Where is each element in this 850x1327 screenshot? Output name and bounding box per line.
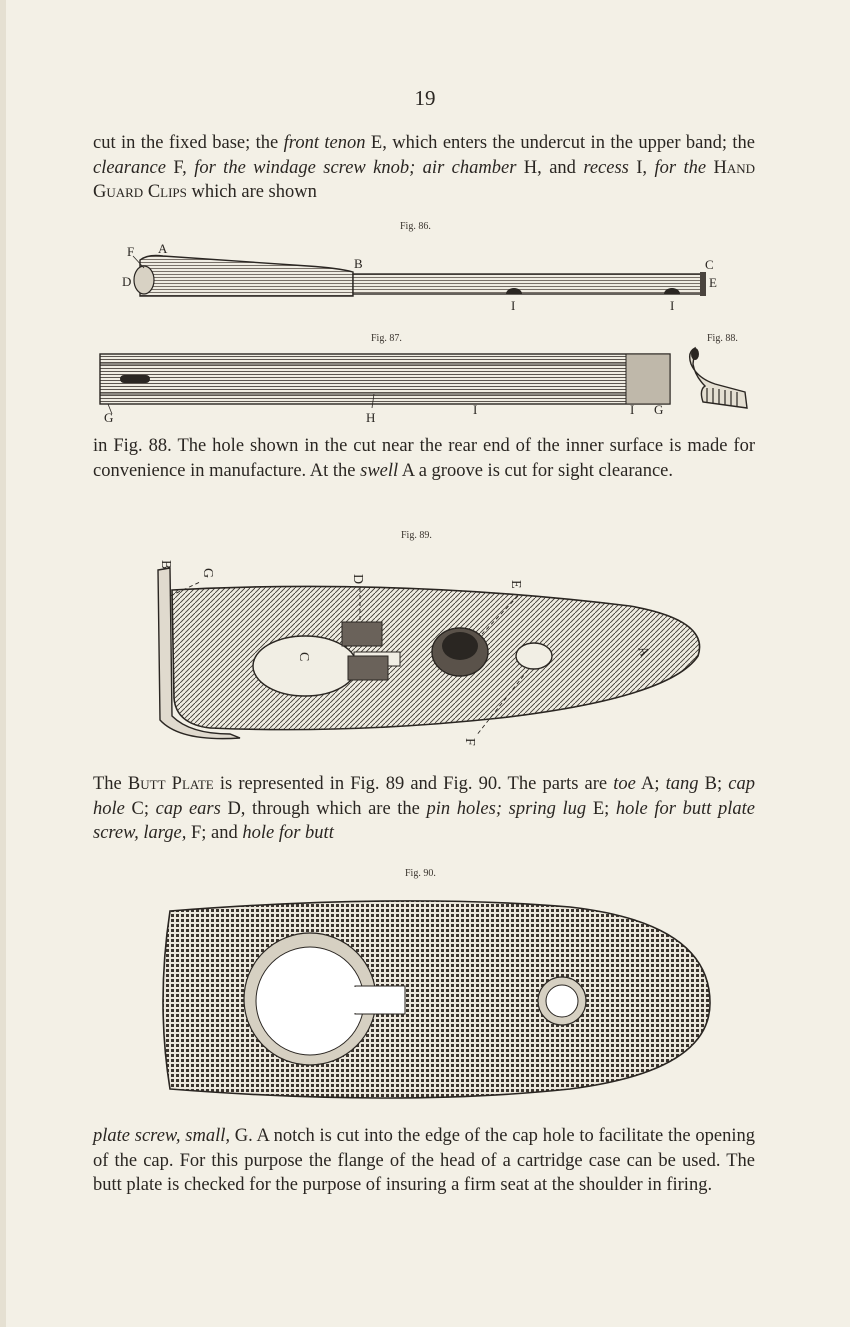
fig89-label-B: B <box>158 560 173 570</box>
paragraph-1: cut in the fixed base; the front tenon E, which enters the undercut in the upper band; the clearance F, for the windage screw knob; air chamber H, and recess I, for the Hand Guard Clips which are shown <box>93 133 756 202</box>
fig89-label-G: G <box>200 568 215 579</box>
fig89-butt-plate-inner-view <box>150 548 710 756</box>
fig90-caption: Fig. 90. <box>405 868 436 879</box>
paragraph-3: The Butt Plate is represented in Fig. 89 and Fig. 90. The parts are toe A; tang B; cap hole C; cap ears D, through which are the pin holes; spring lug E; hole for butt plate screw, large, F; and hole for butt <box>93 774 756 843</box>
fig86-label-A: A <box>158 241 168 256</box>
page-edge <box>0 0 6 1327</box>
fig87-caption: Fig. 87. <box>371 333 402 344</box>
fig90-butt-plate-outer-view <box>150 893 715 1108</box>
paragraph-4: plate screw, small, G. A notch is cut into the edge of the cap hole to facilitate the opening of the cap. For this purpose the flange of the head of a cartridge case can be used. The butt plate is checked for the purpose of insuring a firm seat at the shoulder in firing. <box>93 1126 755 1195</box>
page-number: 19 <box>414 86 436 110</box>
fig86-label-I2: I <box>670 298 675 313</box>
fig86-hand-guard-side-view <box>118 240 730 315</box>
fig88-caption: Fig. 88. <box>707 333 738 344</box>
fig87-label-H: H <box>366 410 376 425</box>
paragraph-2: in Fig. 88. The hole shown in the cut near the rear end of the inner surface is made for convenience in manufacture. At the swell A a groove is cut for sight clearance. <box>93 436 755 481</box>
fig86-label-I1: I <box>511 298 516 313</box>
fig86-label-E: E <box>709 275 717 290</box>
fig87-hand-guard-inner-view <box>96 346 680 426</box>
fig86-label-C: C <box>705 257 714 272</box>
fig86-label-B: B <box>354 256 363 271</box>
fig87-label-G1: G <box>104 410 114 425</box>
fig89-label-D: D <box>350 574 365 585</box>
fig89-caption: Fig. 89. <box>401 530 432 541</box>
fig86-label-D: D <box>122 274 132 289</box>
fig89-label-E: E <box>508 580 523 589</box>
fig89-label-A: A <box>634 644 652 659</box>
fig88-hand-guard-clip <box>685 344 755 414</box>
fig87-label-I1: I <box>473 402 478 417</box>
fig86-caption: Fig. 86. <box>400 221 431 232</box>
fig86-label-F: F <box>127 244 135 259</box>
fig89-label-F: F <box>462 738 477 746</box>
fig89-label-C: C <box>296 652 311 662</box>
fig87-label-G2: G <box>654 402 664 417</box>
fig87-label-I2: I <box>630 402 635 417</box>
